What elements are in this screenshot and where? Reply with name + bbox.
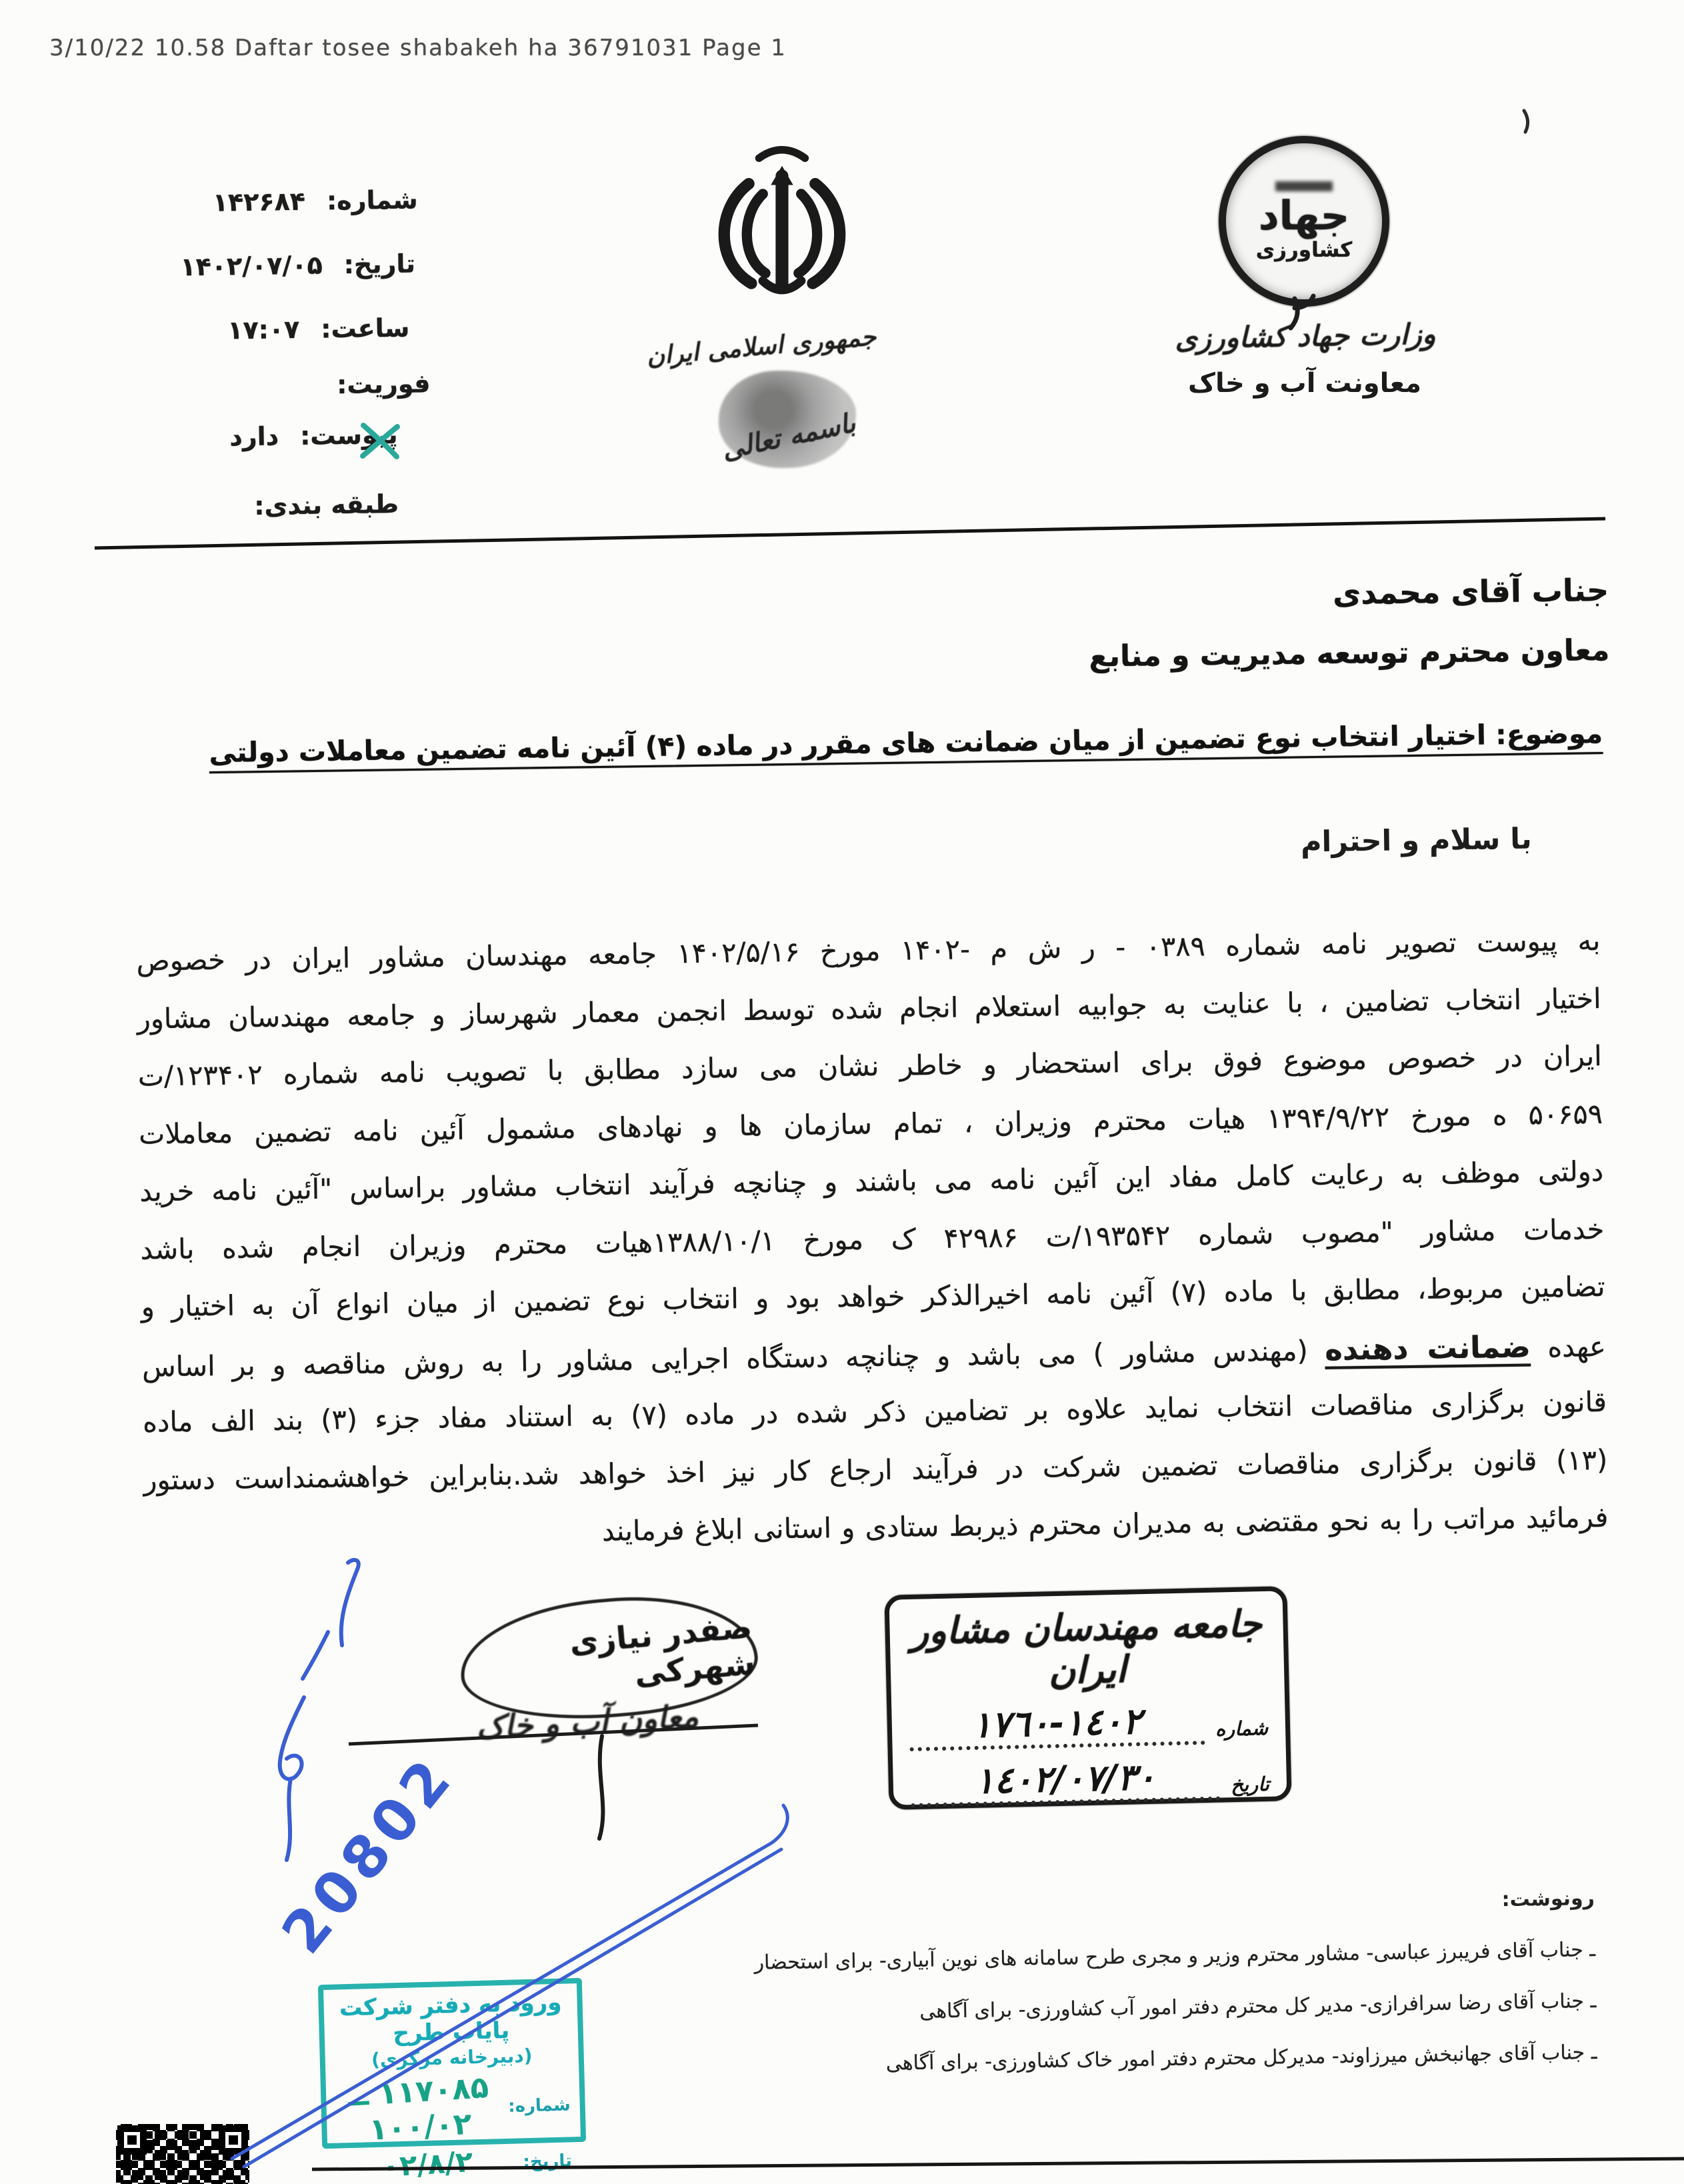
letterhead-fields: [111, 184, 479, 536]
field-time-label: ساعت:: [321, 313, 410, 344]
cc-item: ـ جناب آقای فریبرز عباسی- مشاور محترم وزیر و مجری طرح سامانه های نوین آبیاری- برای استحضار: [754, 1937, 1596, 1975]
society-stamp-title: جامعه مهندسان مشاور ایران: [910, 1602, 1263, 1693]
besmele-text: باسمه تعالی: [719, 407, 859, 466]
subject-line: موضوع: اختیار انتخاب نوع تضمین از میان ضمانت های مقرر در ماده (۴) آئین نامه تضمین معاملات دولتی: [209, 717, 1603, 769]
body-line: اختیار انتخاب تضامین ، با عنایت به جوابیه استعلام انجام شده توسط انجمن معمار شهرساز و جامعه مهندسان مشاور: [137, 981, 1601, 1035]
qr-finder-icon: [219, 2125, 248, 2155]
body-line: به پیوست تصویر نامه شماره ۰۳۸۹ - ر ش م -۱۴۰۲ مورخ ۱۴۰۲/۵/۱۶ جامعه مهندسان مشاور ایران در خصوص: [136, 924, 1601, 977]
iran-national-emblem-icon: [705, 145, 859, 335]
field-number: [213, 185, 418, 217]
entry-stamp-number-row: [335, 2069, 571, 2146]
entry-stamp-subtitle: (دبیرخانه مرکزی): [371, 2044, 533, 2071]
society-stamp-date-label: تاریخ: [1230, 1772, 1270, 1797]
field-attachment-label: پیوست:: [299, 419, 398, 451]
field-number-value: ۱۴۲۶۸۴: [212, 186, 306, 217]
body-line: فرمائید مراتب را به نحو مقتضی به مدیران محترم ذیربط ستادی و استانی ابلاغ فرمایند: [601, 1500, 1609, 1547]
cc-label: رونوشت:: [1501, 1887, 1595, 1912]
entry-stamp-date-label: تاریخ:: [523, 2151, 573, 2173]
field-date: [180, 249, 415, 281]
scan-header-text: 3/10/22 10.58 Daftar tosee shabakeh ha 36791031 Page 1: [49, 35, 787, 61]
logo-main-text: جهاد: [1258, 192, 1350, 239]
entry-stamp-title: ورود به دفتر شرکت پایاب طرح: [339, 1989, 562, 2047]
signatory-title: معاون آب و خاک: [475, 1698, 700, 1747]
department-name: معاونت آب و خاک: [1188, 368, 1421, 399]
body-line8-pre: عهده: [1530, 1329, 1607, 1364]
signature-descender-stroke: [599, 1736, 603, 1839]
entry-stamp-date-value: ۰۲/۸/۲: [381, 2145, 474, 2184]
society-stamp-date-value: ١٤٠٢/٠٧/٣٠: [910, 1755, 1221, 1808]
body-line: ایران در خصوص موضوع فوق برای استحضار و خاطر نشان می سازد مطابق با تصویب نامه شماره ۱۲۳۴۰۲/ت: [137, 1039, 1603, 1093]
stray-ink-mark: [1524, 111, 1528, 132]
field-attachment-value: دارد: [229, 421, 279, 452]
cc-block: [754, 1887, 1598, 2077]
recipient-block: [1088, 572, 1610, 674]
field-attachment: [229, 420, 398, 452]
blue-pen-signature: [280, 1560, 359, 1860]
recipient-title: معاون محترم توسعه مدیریت و منابع: [1089, 633, 1610, 674]
guarantor-emphasis: ضمانت دهنده: [1324, 1329, 1531, 1367]
field-date-value: ۱۴۰۲/۰۷/۰۵: [180, 250, 323, 282]
body-line: (۱۳) قانون برگزاری مناقصات تضمین شرکت در فرآیند ارجاع کار نیز اخذ خواهد شد.بنابراین خواهشمنداست دستور: [143, 1443, 1608, 1497]
field-number-label: شماره:: [326, 185, 418, 216]
body-line: ۵۰۶۵۹ ه مورخ ۱۳۹۴/۹/۲۲ هیات محترم وزیران ، تمام سازمان ها و نهادهای مشمول آئین نامه تضمین معاملات: [138, 1097, 1603, 1151]
logo-small-text-smudge: [1275, 181, 1333, 191]
entry-stamp-date-row: [337, 2144, 572, 2183]
recipient-name: جناب آقای محمدی: [1333, 572, 1609, 612]
society-stamp-number-row: [909, 1698, 1268, 1751]
field-date-label: تاریخ:: [343, 249, 416, 279]
signatory-name: صفدر نیازی شهرکی: [567, 1609, 757, 1693]
body-line: خدمات مشاور "مصوب شماره ۱۹۳۵۴۲/ت ۴۲۹۸۶ ک مورخ ۱۳۸۸/۱۰/۱هیات محترم وزیران انجام شده باشد: [140, 1212, 1605, 1266]
consulting-engineers-society-stamp: [884, 1586, 1291, 1810]
entry-stamp-number-value: ۱۱۷۰۸۵ ــ ۱۰۰/۰۲: [347, 2069, 490, 2147]
logo-sub-text: کشاورزی: [1255, 237, 1353, 262]
letter-body: [136, 924, 1609, 1579]
body-line8-post: (مهندس مشاور ) می باشد و چنانچه دستگاه اجرایی مشاور را به روش مناقصه و بر اساس: [141, 1333, 1325, 1383]
cc-item: ـ جناب آقای رضا سرافرازی- مدیر کل محترم دفتر امور آب کشاورزی- برای آگاهی: [919, 1989, 1597, 2023]
society-stamp-date-row: [910, 1754, 1269, 1807]
field-time-value: ۱۷:۰۷: [227, 314, 300, 345]
society-stamp-number-value: ١٤٠٢-١٧٦٠: [909, 1699, 1205, 1751]
handwritten-registration-number: 20802: [269, 1743, 468, 1966]
body-line: تضامین مربوط، مطابق با ماده (۷) آئین نامه اخیرالذکر خواهد بود و انتخاب نوع تضمین از میان انواع آن به اختیار و: [141, 1269, 1605, 1323]
qr-finder-icon: [117, 2125, 147, 2155]
field-time: [227, 313, 410, 345]
body-line: قانون برگزاری مناقصات انتخاب نماید علاوه بر تضامین ذکر شده در ماده (۷) به استناد مفاد جزء (۳) بند الف ماده: [142, 1385, 1607, 1439]
ministry-name: وزارت جهاد کشاورزی: [1174, 317, 1437, 356]
qr-code: [116, 2124, 249, 2184]
society-stamp-number-label: شماره: [1215, 1716, 1269, 1741]
salutation: با سلام و احترام: [1300, 822, 1533, 859]
body-line: دولتی موظف به رعایت کامل مفاد این آئین نامه می باشند و چنانچه فرآیند انتخاب مشاور براساس "آئین نامه خرید: [139, 1154, 1604, 1208]
field-classification: [233, 489, 399, 521]
jihad-agriculture-logo-icon: [1219, 136, 1389, 307]
company-entry-stamp: [318, 1978, 586, 2184]
emblem-caption: جمهوری اسلامی ایران: [645, 322, 877, 371]
cc-item: ـ جناب آقای جهانبخش میرزاوند- مدیرکل محترم دفتر امور خاک کشاورزی- برای آگاهی: [885, 2040, 1598, 2075]
entry-stamp-number-label: شماره:: [507, 2095, 571, 2117]
field-classification-label: طبقه بندی:: [254, 489, 399, 521]
field-urgency: [315, 369, 431, 399]
field-urgency-label: فوریت:: [336, 369, 431, 400]
